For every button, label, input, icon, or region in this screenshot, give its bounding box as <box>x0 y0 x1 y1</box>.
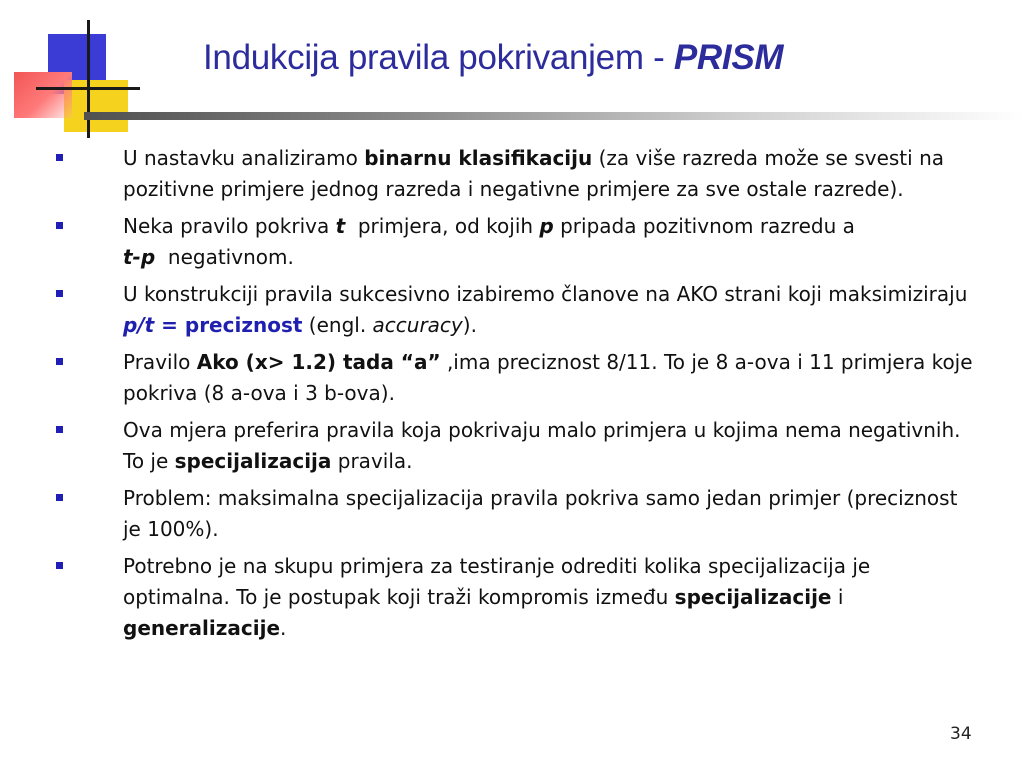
bullet-item-6 <box>52 483 977 545</box>
bullet-text: Potrebno je na skupu primjera za testiranje odrediti kolika specijalizacija je optimalna. To je postupak koji traži kompromis između <box>123 554 871 609</box>
logo-red-square <box>14 72 72 118</box>
bullet-variable: t-p <box>123 245 156 269</box>
bullet-text: ,ima preciznost 8/11. To je 8 a-ova i 11 primjera koje pokriva (8 a-ova i 3 b-ova). <box>123 350 973 405</box>
bullet-text: ). <box>462 313 477 337</box>
bullet-emphasis: generalizacije <box>123 616 281 640</box>
title-main: Indukcija pravila pokrivanjem - <box>203 38 674 77</box>
title-accent: PRISM <box>673 38 784 77</box>
bullet-item-5 <box>52 415 977 477</box>
bullet-square-icon <box>56 562 63 569</box>
bullet-text: (za više razreda može se svesti na pozitivne primjere jednog razreda i negativne primjere za sve ostale razrede). <box>123 146 944 201</box>
bullet-text: i <box>831 585 844 609</box>
bullet-text: U nastavku analiziramo <box>123 146 365 170</box>
bullet-square-icon <box>56 154 63 161</box>
logo-horizontal-line <box>36 87 140 90</box>
bullet-text: primjera, od kojih <box>345 214 540 238</box>
logo-vertical-line <box>87 20 90 138</box>
bullet-square-icon <box>56 222 63 229</box>
bullet-text: U konstrukciji pravila sukcesivno izabiremo članove na AKO strani koji maksimiziraju <box>123 282 968 306</box>
bullet-variable: p <box>539 214 554 238</box>
bullet-text: pripada pozitivnom razredu a <box>553 214 855 238</box>
bullet-text: negativnom. <box>155 245 294 269</box>
bullet-item-3 <box>52 279 977 341</box>
bullet-item-7 <box>52 551 977 644</box>
bullet-text: pravila. <box>331 449 413 473</box>
bullet-formula: p/t <box>123 313 155 337</box>
bullet-square-icon <box>56 290 63 297</box>
bullet-text: Neka pravilo pokriva <box>123 214 336 238</box>
bullet-text: Pravilo <box>123 350 197 374</box>
bullet-square-icon <box>56 426 63 433</box>
bullet-emphasis: specijalizacija <box>174 449 332 473</box>
bullet-italic: accuracy <box>372 313 463 337</box>
bullet-item-2 <box>52 211 977 273</box>
bullet-text: Ova mjera preferira pravila koja pokrivaju malo primjera u kojima nema negativnih. To je <box>123 418 961 473</box>
bullet-text: Problem: maksimalna specijalizacija pravila pokriva samo jedan primjer (preciznost je 100%). <box>123 486 958 541</box>
bullet-square-icon <box>56 494 63 501</box>
bullet-emphasis: binarnu klasifikaciju <box>364 146 593 170</box>
slide-title <box>203 38 783 78</box>
bullet-emphasis: specijalizacije <box>674 585 832 609</box>
bullet-item-4 <box>52 347 977 409</box>
bullet-text: (engl. <box>302 313 373 337</box>
page-number: 34 <box>950 724 972 744</box>
bullet-item-1 <box>52 143 977 205</box>
bullet-square-icon <box>56 358 63 365</box>
title-divider <box>84 112 1024 120</box>
bullet-emphasis: Ako (x> 1.2) tada “a” <box>196 350 441 374</box>
bullet-text: . <box>280 616 287 640</box>
bullet-list <box>52 143 977 650</box>
bullet-variable: t <box>335 214 346 238</box>
bullet-formula-label: = preciznost <box>154 313 303 337</box>
